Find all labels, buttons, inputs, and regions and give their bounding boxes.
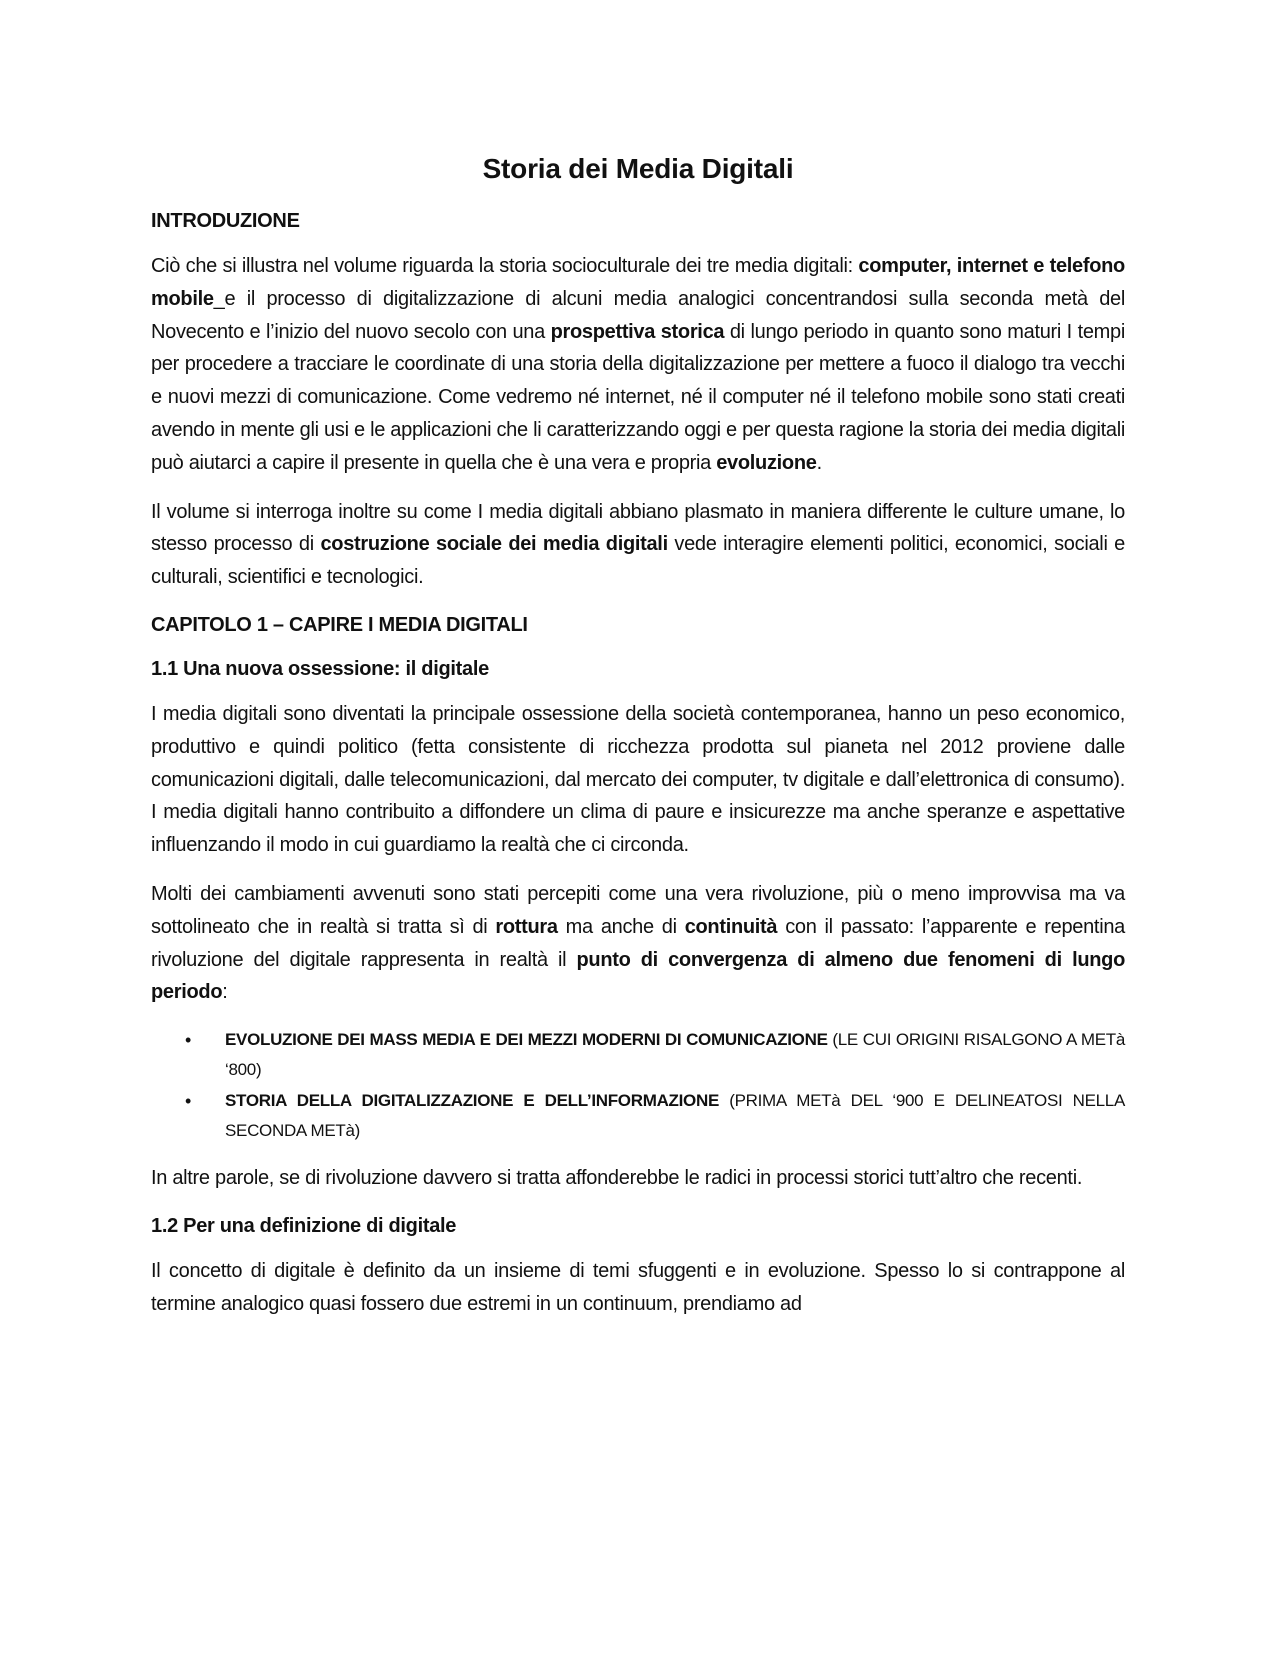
bold-text-run: evoluzione — [716, 451, 817, 474]
document-content — [151, 150, 1125, 1337]
text-run: In altre parole, se di rivoluzione davvero si tratta affonderebbe le radici in processi storici tutt’altro che recenti. — [151, 1167, 1083, 1190]
bold-text-run: costruzione sociale dei media digitali — [320, 533, 668, 556]
text-run: _e il processo di digitalizzazione di alcuni media analogici concentrandosi sulla seconda metà del Novecento e l’inizio del nuovo secolo con una — [151, 287, 1125, 343]
text-run: : — [222, 981, 228, 1004]
chapter-1-heading: CAPITOLO 1 – CAPIRE I MEDIA DIGITALI — [151, 613, 528, 636]
bullet-icon: • — [185, 1091, 192, 1112]
text-run: Il volume si interroga inoltre su come I media digitali abbiano plasmato in maniera differente le culture umane, lo stesso processo di — [151, 500, 1125, 556]
bold-text-run: punto di convergenza di almeno due fenomeni di lungo periodo — [151, 948, 1125, 1004]
intro-heading: INTRODUZIONE — [151, 210, 300, 232]
list-item-text — [225, 1030, 1125, 1079]
text-run: Molti dei cambiamenti avvenuti sono stati percepiti come una vera rivoluzione, più o meno improvvisa ma va sottolineato che in realtà si tratta sì di — [151, 882, 1125, 938]
list-item-text — [225, 1091, 1125, 1140]
bold-text-run: computer, internet e telefono mobile — [151, 255, 1125, 310]
section-1-1-paragraph-1 — [151, 698, 1125, 862]
text-run: (LE CUI ORIGINI RISALGONO A METà ‘800) — [225, 1030, 1125, 1080]
section-1-1-paragraph-3 — [151, 1162, 1125, 1195]
section-1-1-heading: 1.1 Una nuova ossessione: il digitale — [151, 657, 489, 680]
text-run: ma anche di — [557, 915, 685, 938]
bold-text-run: STORIA DELLA DIGITALIZZAZIONE E DELL’INFORMAZIONE — [225, 1091, 719, 1111]
bold-text-run: continuità — [684, 915, 778, 938]
bold-text-run: rottura — [495, 915, 558, 938]
text-run: con il passato: l’apparente e repentina rivoluzione del digitale rappresenta in realtà il — [151, 915, 1125, 971]
text-run: vede interagire elementi politici, economici, sociali e culturali, scientifici e tecnologici. — [151, 533, 1125, 589]
section-1-2-heading: 1.2 Per una definizione di digitale — [151, 1214, 457, 1237]
intro-paragraph-2 — [151, 496, 1125, 594]
intro-paragraph-1 — [151, 250, 1125, 480]
text-run: (PRIMA METà DEL ‘900 E DELINEATOSI NELLA SECONDA METà) — [225, 1091, 1126, 1141]
text-run: Ciò che si illustra nel volume riguarda la storia socioculturale dei tre media digitali: — [151, 255, 859, 277]
bold-text-run: EVOLUZIONE DEI MASS MEDIA E DEI MEZZI MODERNI DI COMUNICAZIONE — [225, 1030, 828, 1050]
section-1-1-paragraph-2 — [151, 878, 1125, 1009]
bold-text-run: prospettiva storica — [550, 320, 725, 343]
text-run: Il concetto di digitale è definito da un insieme di temi sfuggenti e in evoluzione. Spesso lo si contrappone al termine analogico quasi fossero due estremi in un continuum, prendiamo ad — [151, 1259, 1125, 1315]
list-item — [185, 1025, 1125, 1085]
text-run: di lungo periodo in quanto sono maturi I tempi per procedere a tracciare le coordinate di una storia della digitalizzazione per mettere a fuoco il dialogo tra vecchi e nuovi mezzi di comunicazione. Come vedremo né internet, né il computer né il telefono mobile sono stati creati avendo in mente gli usi e le applicazioni che li caratterizzando oggi e per questa ragione la storia dei media digitali può aiutarci a capire il presente in quella che è una vera e propria — [151, 320, 1125, 474]
text-run: I media digitali sono diventati la principale ossessione della società contemporanea, hanno un peso economico, produttivo e quindi politico (fetta consistente di ricchezza prodotta sul pianeta nel 2012 proviene dalle comunicazioni digitali, dalle telecomunicazioni, dal mercato dei computer, tv digitale e dall’elettronica di consumo). I media digitali hanno contribuito a diffondere un clima di paure e insicurezze ma anche speranze e aspettative influenzando il modo in cui guardiamo la realtà che ci circonda. — [151, 702, 1125, 857]
bullet-icon: • — [185, 1030, 192, 1051]
list-item — [185, 1086, 1126, 1146]
phenomena-list — [151, 1025, 1125, 1146]
section-1-2-paragraph-1 — [151, 1255, 1125, 1321]
text-run: . — [816, 451, 822, 474]
document-title: Storia dei Media Digitali — [482, 153, 794, 184]
